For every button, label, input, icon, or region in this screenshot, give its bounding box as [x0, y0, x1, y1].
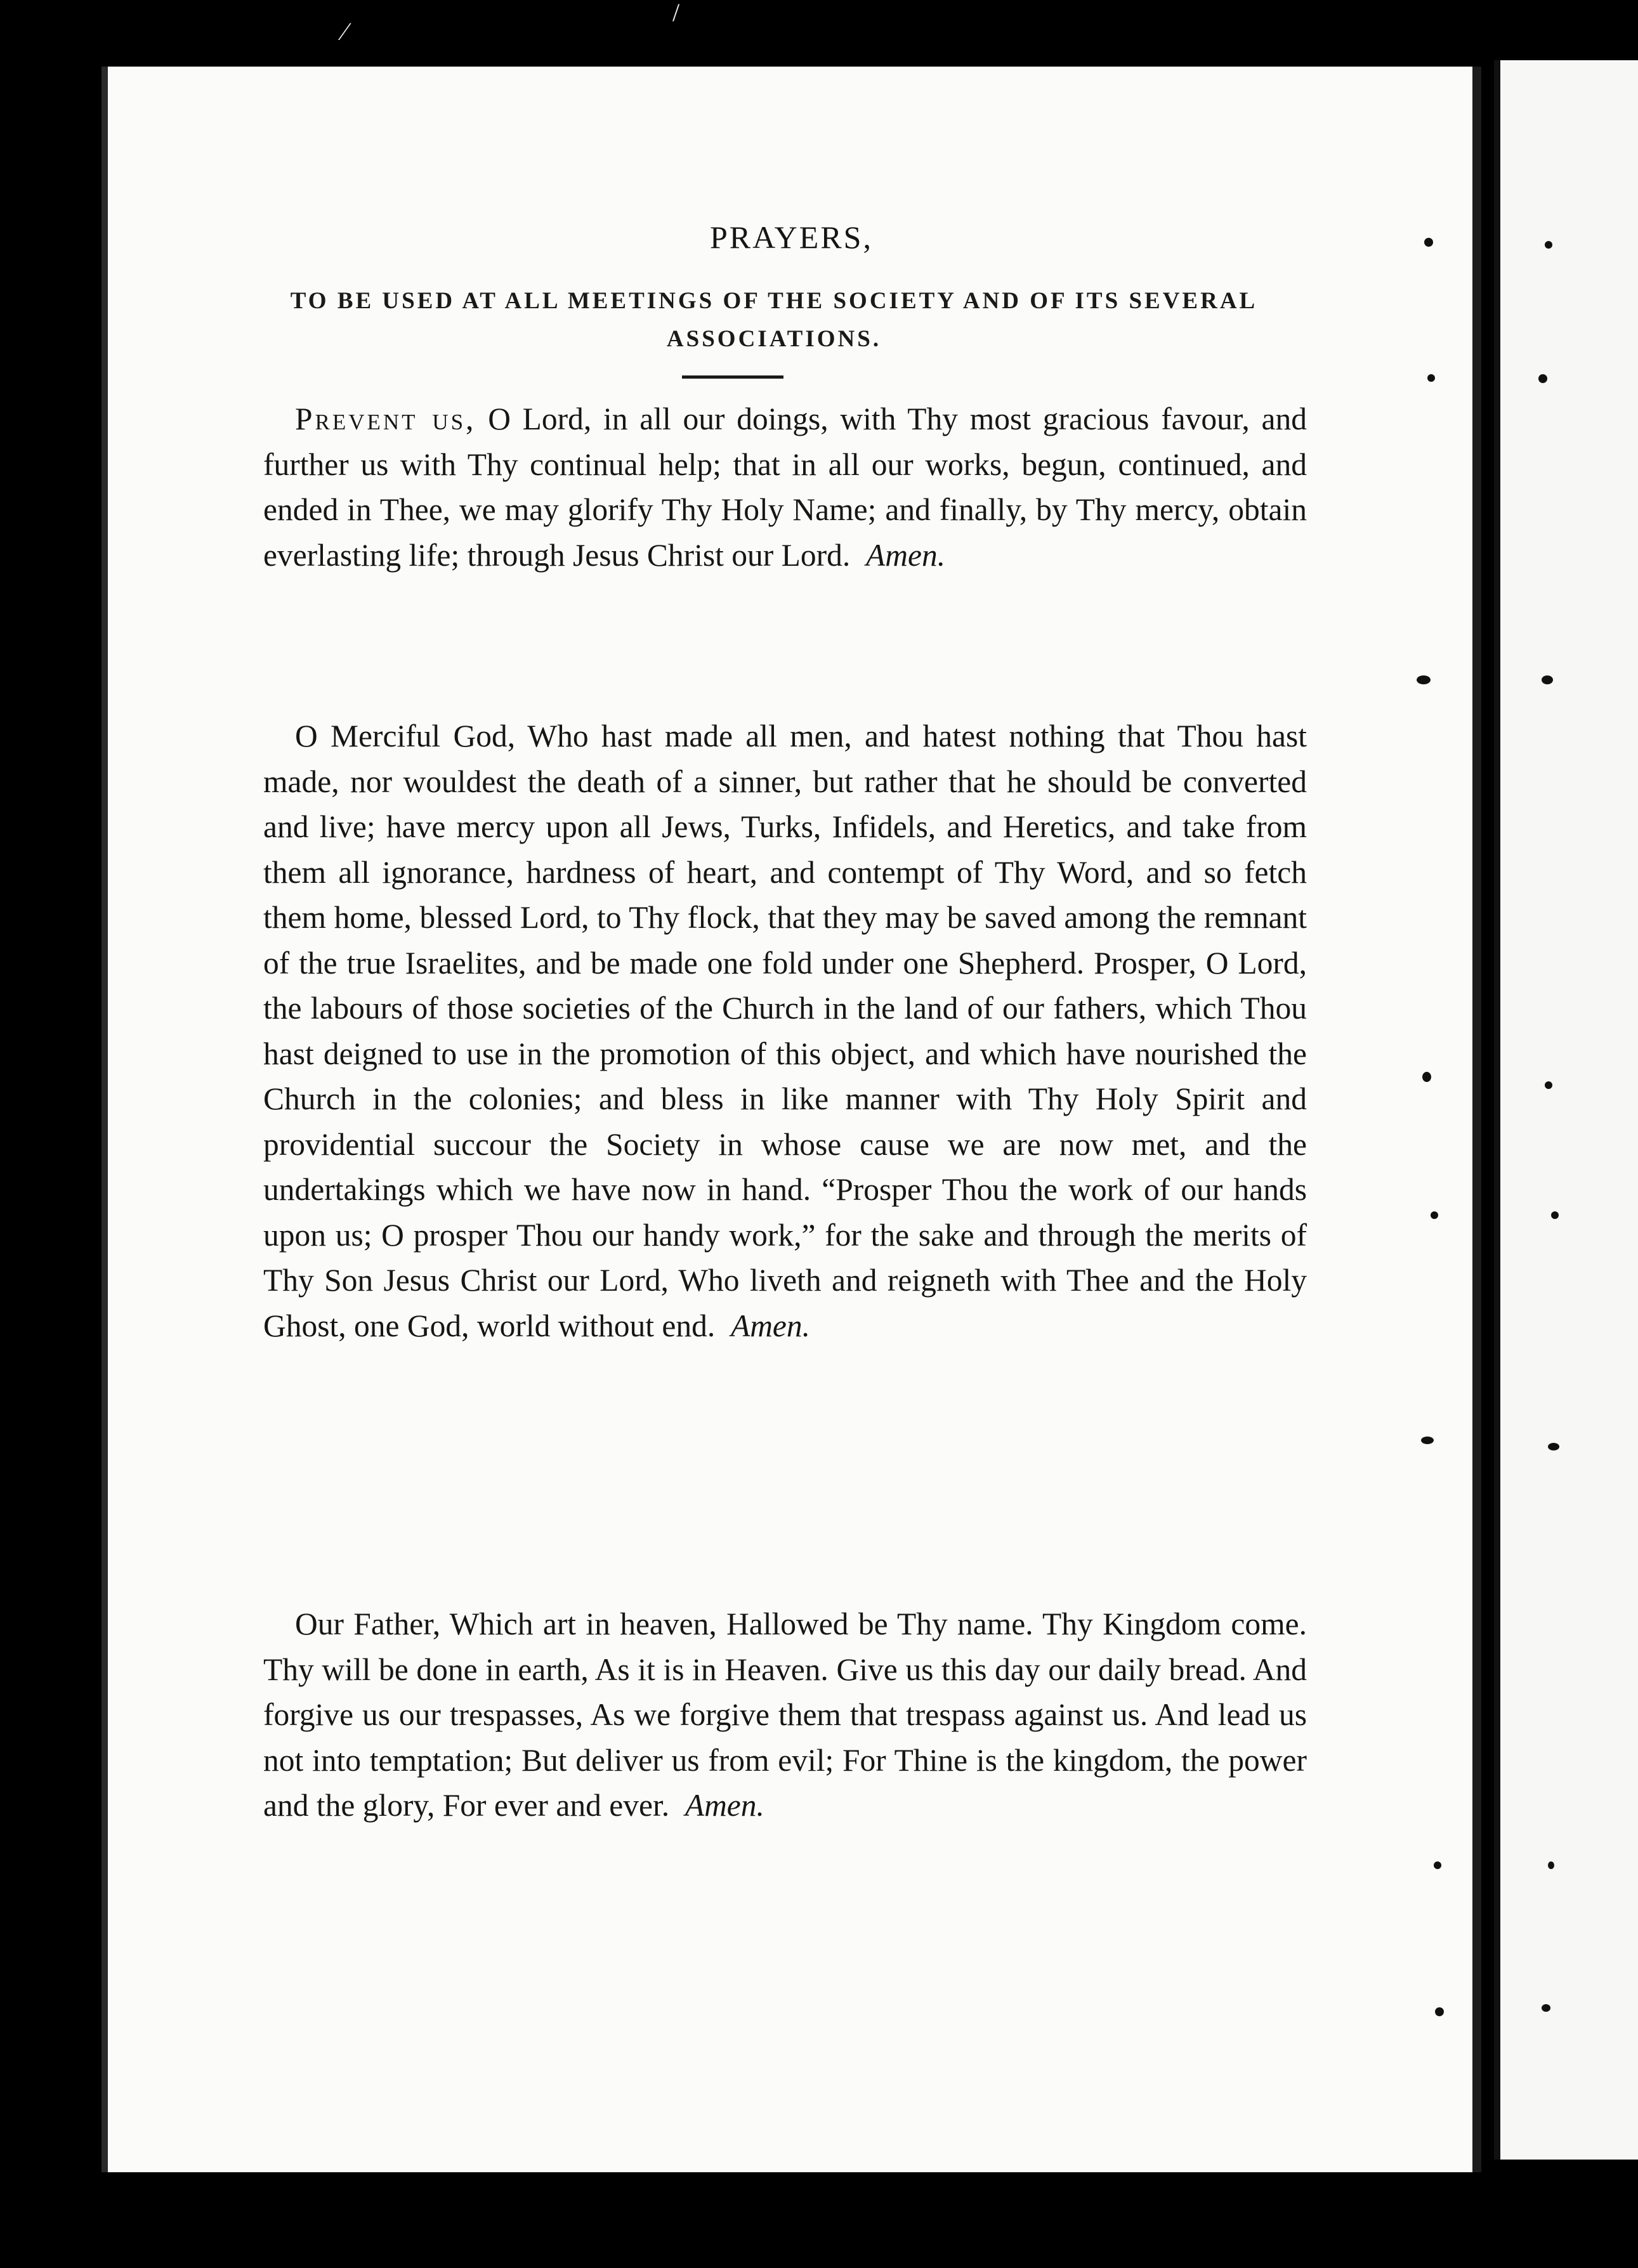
scan-speck	[1431, 1211, 1438, 1219]
adjacent-page-edge	[1494, 60, 1638, 2160]
prayer-amen: Amen.	[730, 1308, 811, 1343]
prayer-paragraph	[263, 396, 1307, 578]
scan-speck	[1542, 2004, 1550, 2012]
prayer-lead-words: Prevent us,	[295, 401, 476, 436]
scan-speck	[1427, 374, 1435, 382]
scan-speck	[1424, 238, 1433, 247]
scan-speck	[1417, 675, 1431, 684]
scan-speck	[1435, 2007, 1444, 2016]
prayer-amen: Amen.	[865, 537, 946, 573]
page-edge-right	[1472, 67, 1481, 2172]
prayer-text: Our Father, Which art in heaven, Hallowed be Thy name. Thy Kingdom come. Thy will be done in earth, As it is in Heaven. Give us this day our daily bread. And forgive us our trespasses, As we forgive them that trespass against us. And lead us not into temptation; But deliver us from evil; For Thine is the kingdom, the power and the glory, For ever and ever.	[263, 1606, 1307, 1823]
prayer-paragraph	[263, 1601, 1307, 1828]
scan-speck	[1542, 675, 1553, 684]
scan-speck	[1421, 1437, 1434, 1444]
scan-speck	[1548, 1861, 1554, 1869]
page-edge-left	[102, 67, 108, 2172]
scan-scratch-mark: /	[672, 0, 680, 27]
scan-scratch-mark: ⁄	[343, 17, 347, 46]
page-subtitle: TO BE USED AT ALL MEETINGS OF THE SOCIETY AND OF ITS SEVERAL ASSOCIATIONS.	[290, 288, 1258, 352]
scan-speck	[1548, 1443, 1559, 1450]
scan-speck	[1538, 374, 1547, 383]
scan-speck	[1545, 1081, 1552, 1089]
scan-speck	[1545, 241, 1552, 249]
prayer-paragraph	[263, 714, 1307, 1348]
prayer-text: O Merciful God, Who hast made all men, and hatest nothing that Thou hast made, nor wouldest the death of a sinner, but rather that he should be converted and live; have mercy upon all Jews, Turks, Infidels, and Heretics, and take from them all ignorance, hardness of heart, and contempt of Thy Word, and so fetch them home, blessed Lord, to Thy flock, that they may be saved among the remnant of the true Israelites, and be made one fold under one Shepherd. Prosper, O Lord, the labours of those societies of the Church in the land of our fathers, which Thou hast deigned to use in the promotion of this object, and which have nourished the Church in the colonies; and bless in like manner with Thy Holy Spirit and providential succour the Society in whose cause we are now met, and the undertakings which we have now in hand. “Prosper Thou the work of our hands upon us; O prosper Thou our handy work,” for the sake and through the merits of Thy Son Jesus Christ our Lord, Who liveth and reigneth with Thee and the Holy Ghost, one God, world without end.	[263, 719, 1307, 1343]
scan-speck	[1551, 1211, 1559, 1219]
title-divider	[682, 375, 783, 379]
prayer-amen: Amen.	[685, 1788, 764, 1823]
scan-speck	[1434, 1861, 1441, 1869]
prayer-text: O Lord, in all our doings, with Thy most gracious favour, and further us with Thy continual help; that in all our works, begun, continued, and ended in Thee, we may glorify Thy Holy Name; and finally, by Thy mercy, obtain everlasting life; through Jesus Christ our Lord.	[263, 401, 1307, 573]
scan-speck	[1422, 1072, 1431, 1082]
document-page	[102, 67, 1481, 2172]
page-title: PRAYERS,	[710, 219, 873, 255]
